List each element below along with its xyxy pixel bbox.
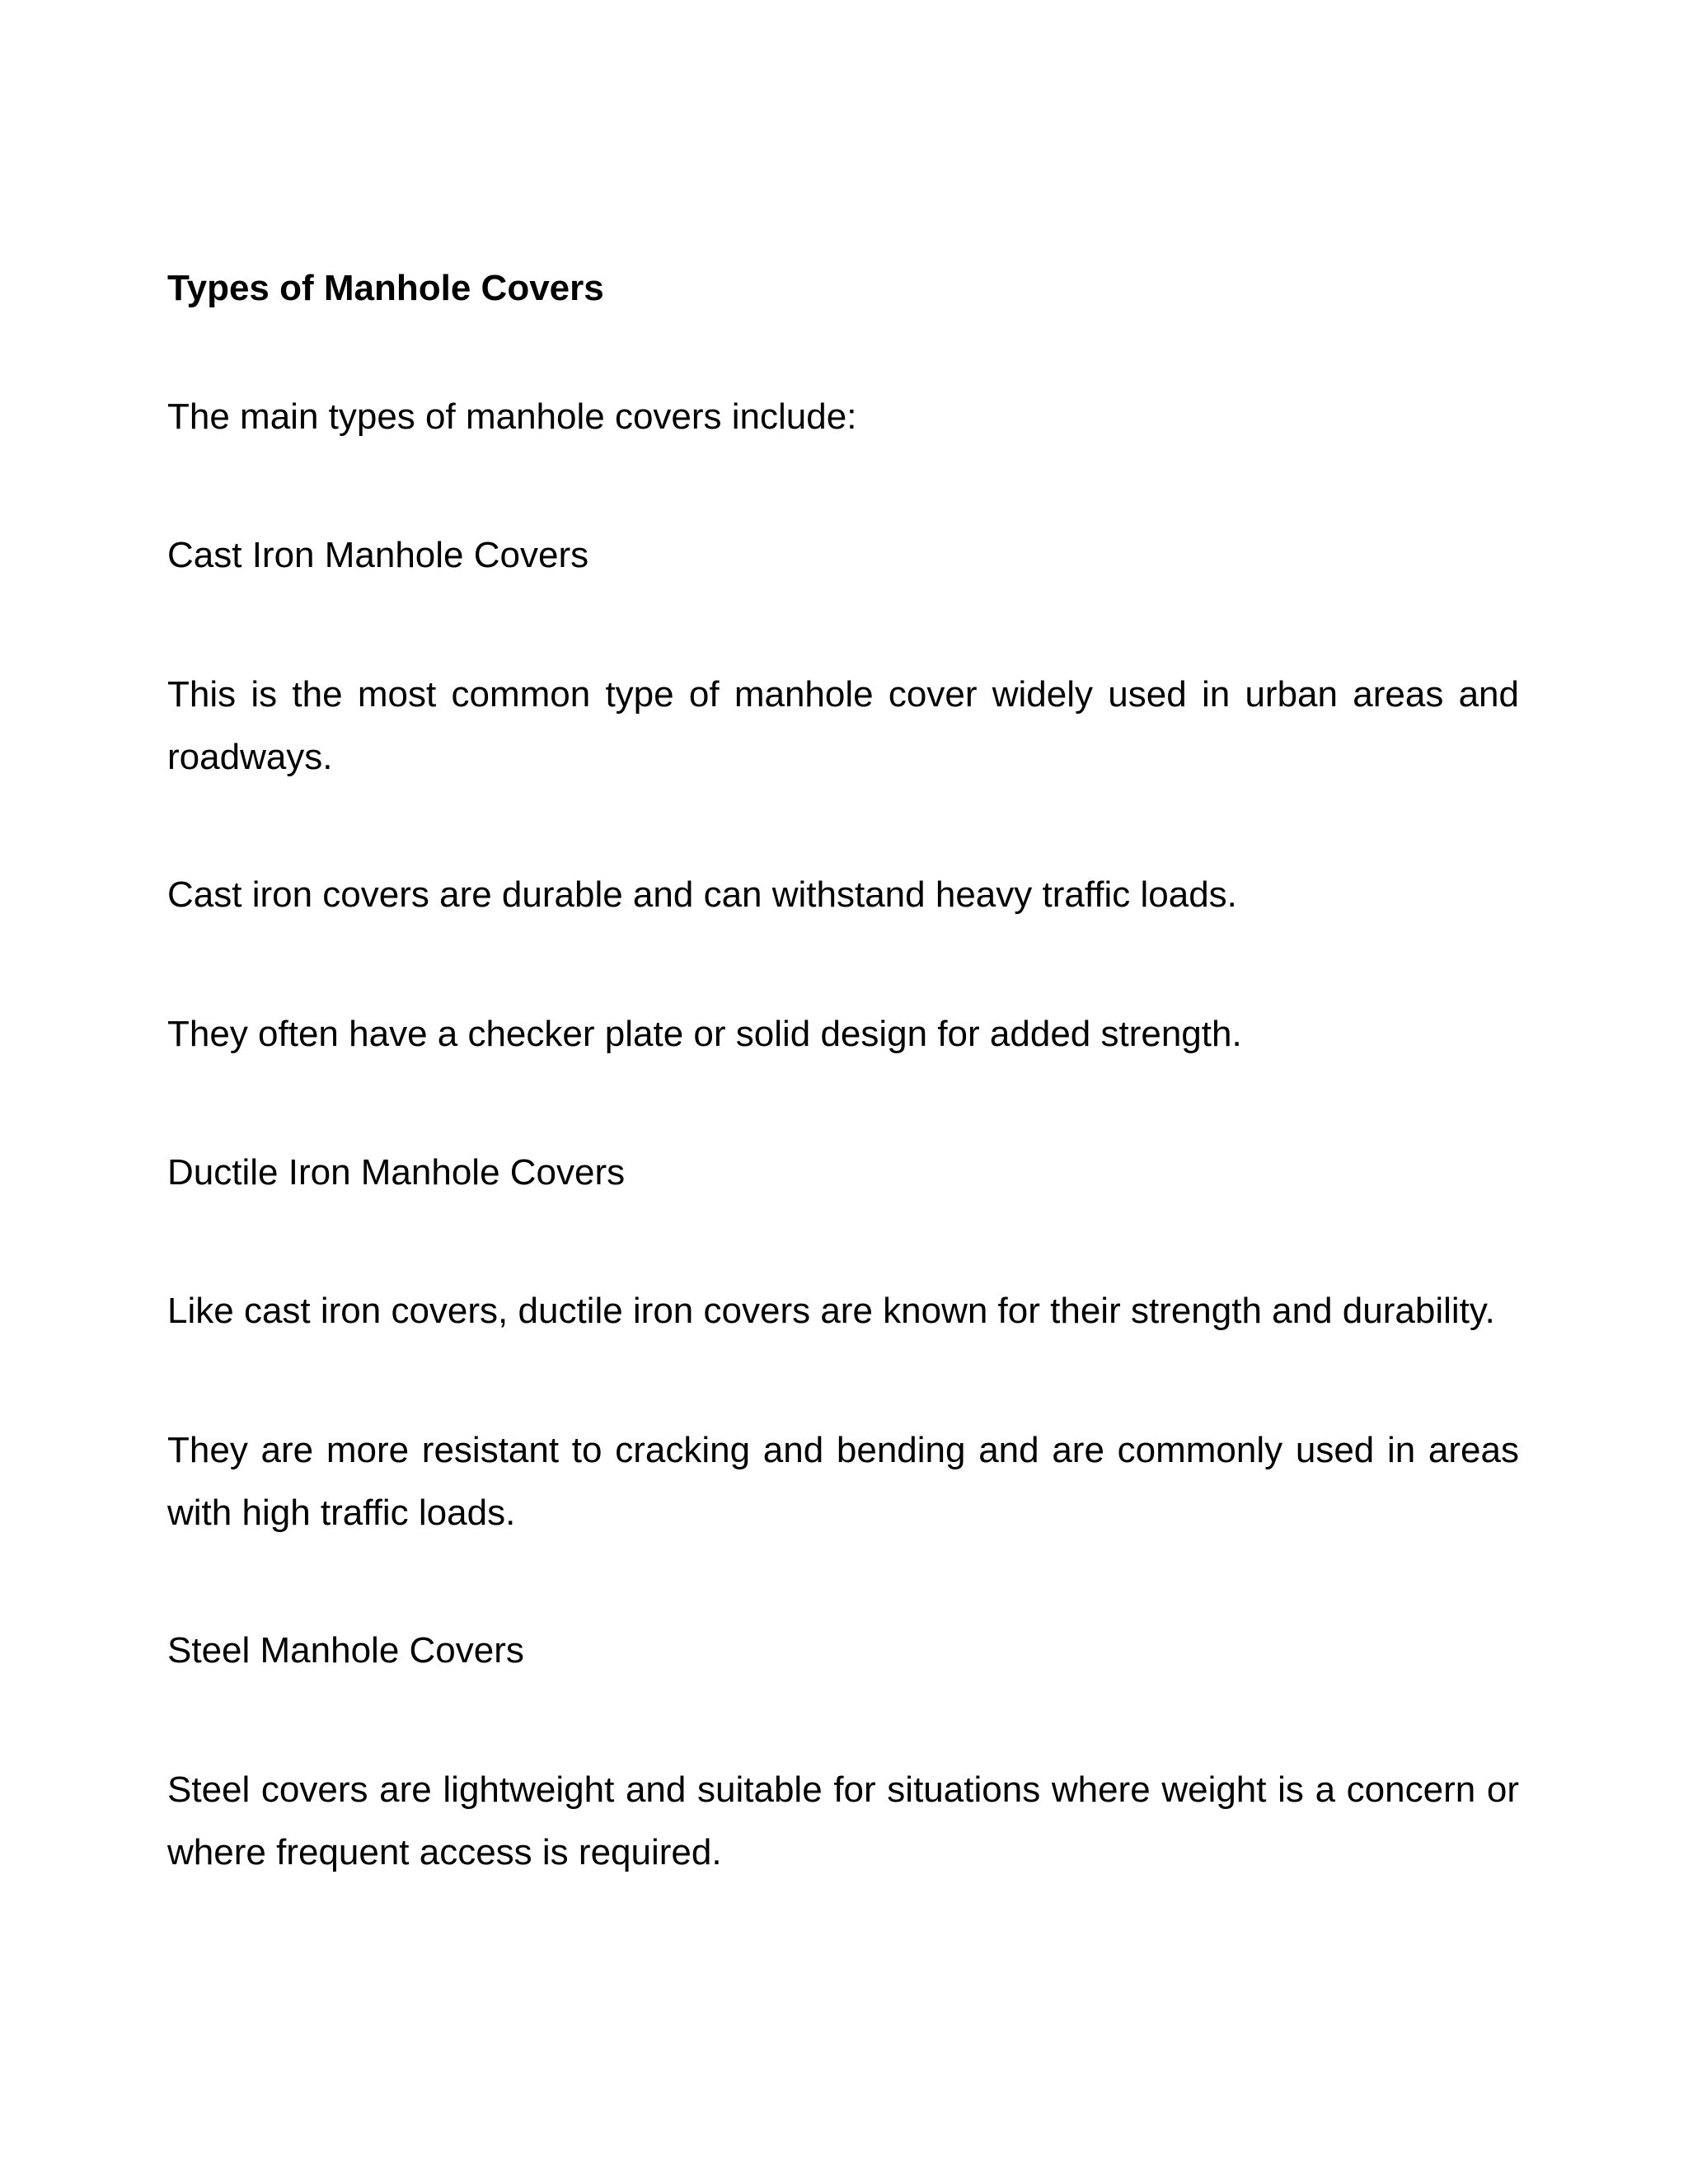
cast-iron-paragraph-1: This is the most common type of manhole cover widely used in urban areas and roadways. [167,674,1519,777]
steel-paragraph-1: Steel covers are lightweight and suitable for situations where weight is a concern or where frequent access is required. [167,1769,1519,1872]
document-title: Types of Manhole Covers [167,268,604,308]
section-heading-cast-iron: Cast Iron Manhole Covers [167,535,589,575]
ductile-iron-paragraph-1: Like cast iron covers, ductile iron covers are known for their strength and durability. [167,1291,1495,1331]
section-heading-ductile-iron: Ductile Iron Manhole Covers [167,1152,626,1193]
cast-iron-paragraph-3: They often have a checker plate or solid design for added strength. [167,1014,1242,1054]
intro-paragraph: The main types of manhole covers include: [167,396,857,437]
section-heading-steel: Steel Manhole Covers [167,1630,524,1671]
cast-iron-paragraph-2: Cast iron covers are durable and can withstand heavy traffic loads. [167,874,1237,915]
ductile-iron-paragraph-2: They are more resistant to cracking and bending and are commonly used in areas with high traffic loads. [167,1430,1519,1533]
